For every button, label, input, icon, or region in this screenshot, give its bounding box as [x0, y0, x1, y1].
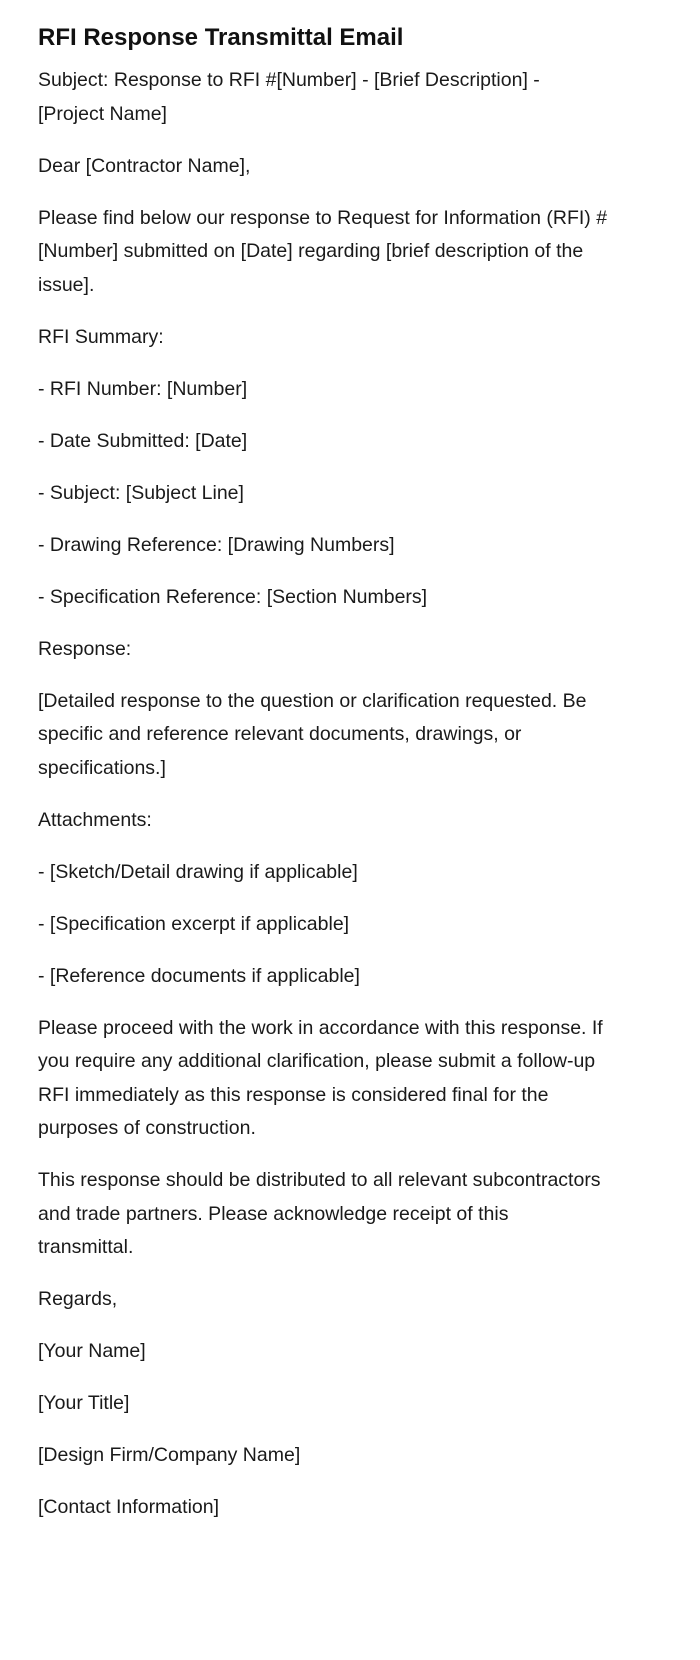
summary-item: - RFI Number: [Number]: [38, 377, 248, 400]
closing: Regards,: [38, 1288, 118, 1310]
salutation: Dear [Contractor Name],: [38, 154, 251, 177]
instructions-paragraph: Please proceed with the work in accordance with this response. If you require any additional clarification, please submit a follow-up RFI immediately as this response is considered final for the purposes of construction.: [38, 1016, 603, 1139]
summary-item: - Date Submitted: [Date]: [38, 429, 248, 452]
summary-heading: RFI Summary:: [38, 325, 164, 348]
signature-title: [Your Title]: [38, 1392, 130, 1414]
subject-line: Subject: Response to RFI #[Number] - [Brief Description] - [Project Name]: [38, 69, 540, 125]
document: [38, 22, 608, 1543]
attachment-item: - [Sketch/Detail drawing if applicable]: [38, 860, 358, 883]
distribution-paragraph: This response should be distributed to all relevant subcontractors and trade partners. Please acknowledge receipt of this transmittal.: [38, 1169, 601, 1258]
summary-item: - Subject: [Subject Line]: [38, 481, 244, 504]
attachment-item: - [Reference documents if applicable]: [38, 964, 360, 987]
summary-item: - Specification Reference: [Section Numbers]: [38, 585, 428, 608]
signature-contact: [Contact Information]: [38, 1496, 220, 1518]
response-body: [Detailed response to the question or clarification requested. Be specific and reference relevant documents, drawings, or specifications.]: [38, 689, 587, 779]
summary-item: - Drawing Reference: [Drawing Numbers]: [38, 533, 395, 556]
document-title: RFI Response Transmittal Email: [38, 24, 404, 51]
signature-name: [Your Name]: [38, 1340, 146, 1362]
signature-company: [Design Firm/Company Name]: [38, 1444, 301, 1466]
attachment-item: - [Specification excerpt if applicable]: [38, 912, 350, 935]
intro-paragraph: Please find below our response to Request for Information (RFI) #[Number] submitted on [Date] regarding [brief description of the issue].: [38, 206, 608, 296]
attachments-heading: Attachments:: [38, 808, 152, 831]
response-heading: Response:: [38, 637, 132, 660]
